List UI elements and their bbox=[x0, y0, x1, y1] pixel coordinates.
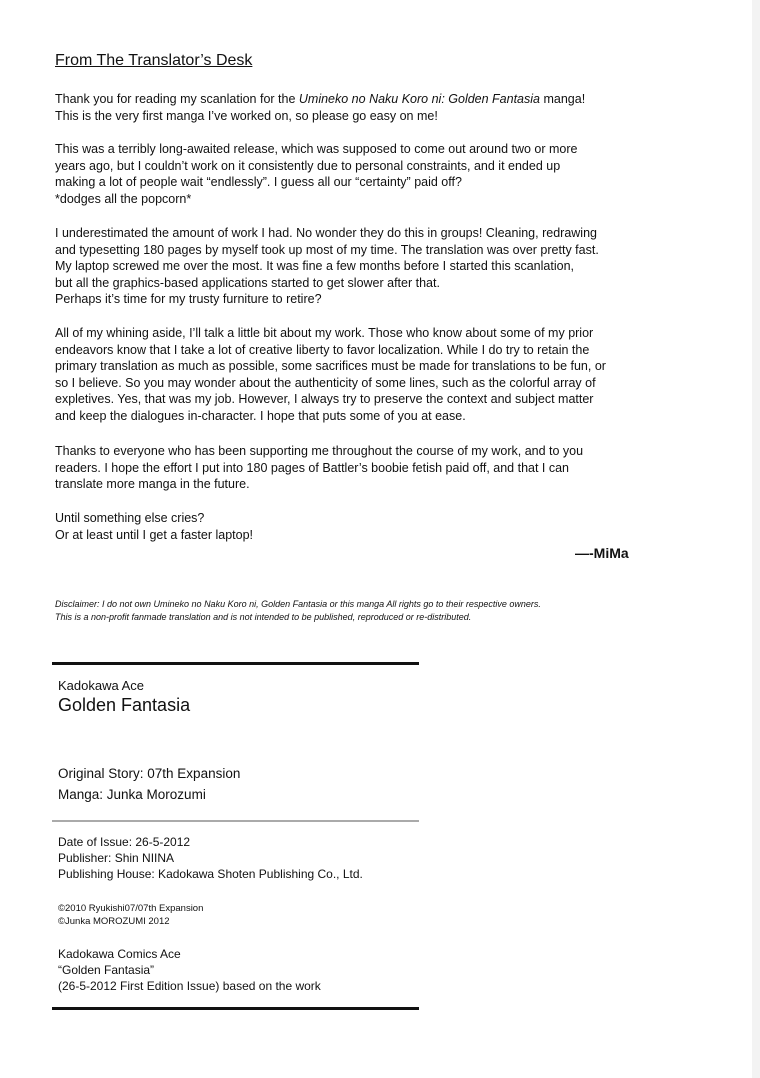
text-line: expletives. Yes, that was my job. However, I always try to preserve the context and subject matter bbox=[55, 392, 594, 407]
comics-line: Kadokawa Comics Ace bbox=[58, 947, 181, 961]
text-line: making a lot of people wait “endlessly”. I guess all our “certainty” paid off? bbox=[55, 175, 462, 190]
colophon-work-title: Golden Fantasia bbox=[58, 695, 191, 715]
text-line: Thanks to everyone who has been supporting me throughout the course of my work, and to you bbox=[55, 444, 584, 458]
text-line: readers. I hope the effort I put into 180 pages of Battler’s boobie fetish paid off, and that I can bbox=[55, 460, 570, 475]
copyright-line: ©Junka MOROZUMI 2012 bbox=[58, 915, 170, 927]
colophon-copyright bbox=[58, 903, 203, 928]
colophon-top-rule bbox=[52, 662, 419, 665]
page-title: From The Translator’s Desk bbox=[55, 52, 253, 69]
paragraph-release bbox=[55, 141, 577, 207]
disclaimer-line: Disclaimer: I do not own Umineko no Naku Koro ni, Golden Fantasia or this manga All rights go to their respective owners. bbox=[55, 599, 541, 609]
text-line: Perhaps it’s time for my trusty furniture to retire? bbox=[55, 292, 322, 307]
paragraph-intro bbox=[55, 91, 585, 124]
colophon-bottom-rule bbox=[52, 1007, 419, 1010]
colophon-issue-info bbox=[58, 834, 363, 882]
intro-line-2: This is the very first manga I’ve worked on, so please go easy on me! bbox=[55, 108, 438, 123]
info-line: Publishing House: Kadokawa Shoten Publishing Co., Ltd. bbox=[58, 867, 363, 881]
text-line: so I believe. So you may wonder about the authenticity of some lines, such as the colorful array of bbox=[55, 375, 596, 390]
text-line: Until something else cries? bbox=[55, 511, 205, 525]
colophon-mid-rule bbox=[52, 820, 419, 822]
colophon-publisher-line: Kadokawa Ace bbox=[58, 678, 145, 693]
comics-line: “Golden Fantasia” bbox=[58, 963, 155, 977]
info-line: Date of Issue: 26-5-2012 bbox=[58, 835, 191, 849]
text-line: translate more manga in the future. bbox=[55, 477, 250, 492]
text-line: All of my whining aside, I’ll talk a little bit about my work. Those who know about some of my prior bbox=[55, 326, 594, 340]
colophon-comics-info bbox=[58, 946, 321, 994]
text-line: but all the graphics-based applications started to get slower after that. bbox=[55, 275, 440, 290]
text-line: I underestimated the amount of work I had. No wonder they do this in groups! Cleaning, redrawing bbox=[55, 226, 597, 240]
comics-line: (26-5-2012 First Edition Issue) based on the work bbox=[58, 979, 321, 993]
intro-line-1: Thank you for reading my scanlation for the Umineko no Naku Koro ni: Golden Fantasia manga! bbox=[55, 92, 586, 106]
colophon-original-story: Original Story: 07th Expansion bbox=[58, 766, 241, 781]
signature: —-MiMa bbox=[575, 545, 629, 561]
text-line: and typesetting 180 pages by myself took up most of my time. The translation was over pretty fast. bbox=[55, 242, 599, 257]
text-line: This was a terribly long-awaited release, which was supposed to come out around two or more bbox=[55, 142, 578, 156]
paragraph-workload bbox=[55, 225, 599, 308]
text-line: endeavors know that I take a lot of creative liberty to favor localization. While I do try to retain the bbox=[55, 342, 590, 357]
text-line: and keep the dialogues in-character. I hope that puts some of you at ease. bbox=[55, 408, 466, 423]
copyright-line: ©2010 Ryukishi07/07th Expansion bbox=[58, 903, 204, 914]
disclaimer bbox=[55, 598, 541, 624]
disclaimer-line: This is a non-profit fanmade translation and is not intended to be published, reproduced or re-distributed. bbox=[55, 612, 472, 622]
text-line: years ago, but I couldn’t work on it consistently due to personal constraints, and it ended up bbox=[55, 158, 561, 173]
colophon-manga-credit: Manga: Junka Morozumi bbox=[58, 787, 206, 802]
info-line: Publisher: Shin NIINA bbox=[58, 851, 175, 865]
text-line: My laptop screwed me over the most. It was fine a few months before I started this scanlation, bbox=[55, 259, 574, 274]
paragraph-localization bbox=[55, 325, 606, 425]
text-line: primary translation as much as possible, some sacrifices must be made for translations to be fun, or bbox=[55, 359, 606, 374]
paragraph-thanks bbox=[55, 443, 583, 493]
text-line: *dodges all the popcorn* bbox=[55, 191, 192, 206]
paragraph-closing bbox=[55, 510, 253, 543]
page-edge-shade bbox=[752, 0, 760, 1078]
text-line: Or at least until I get a faster laptop! bbox=[55, 527, 254, 542]
